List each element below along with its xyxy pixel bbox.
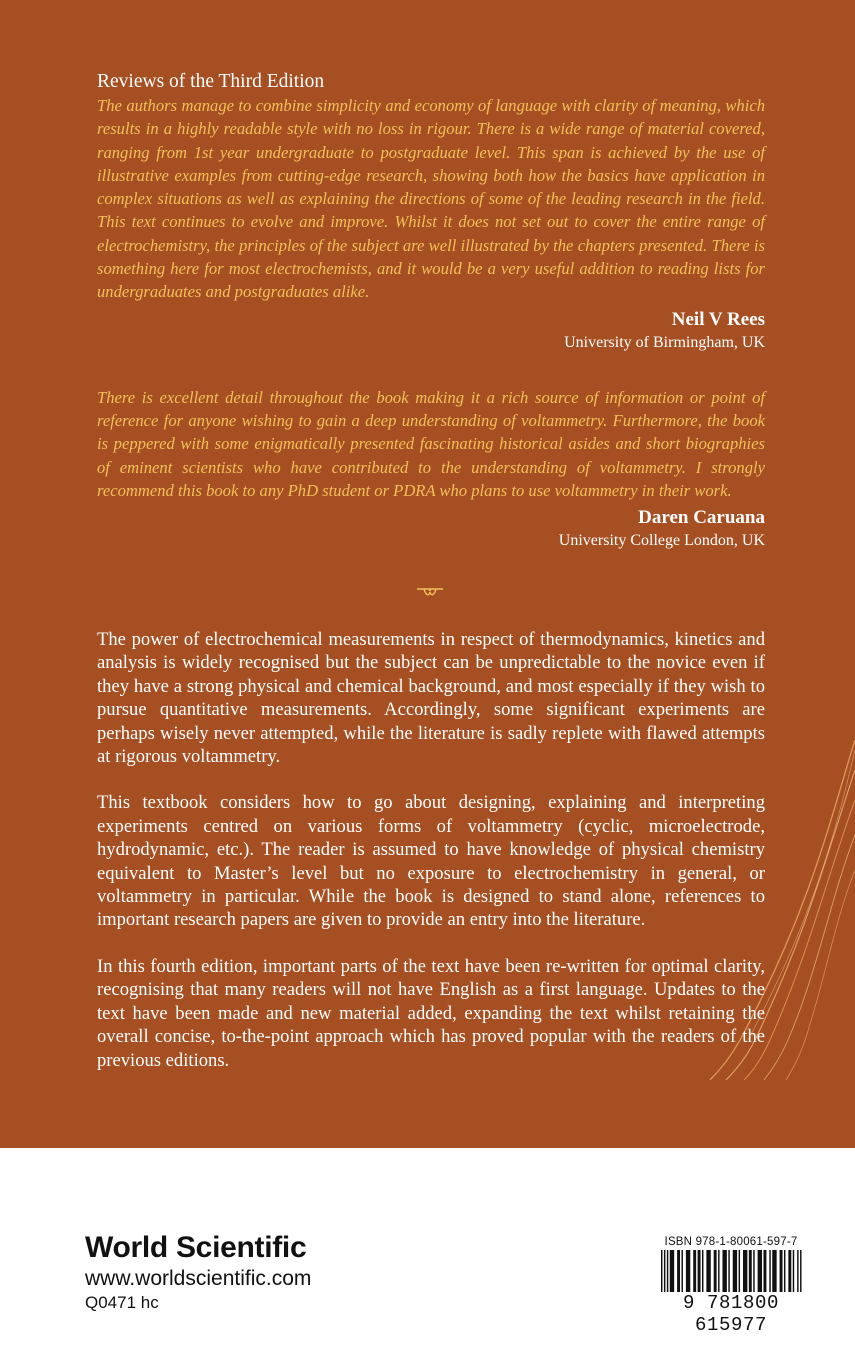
review-quote: There is excellent detail throughout the book making it a rich source of information or point of reference for anyone wishing to gain a deep understanding of voltammetry. Furthermore, the book is peppered with some enigmatically presented fascinating historical asides and short biographies of eminent scientists who have contributed to the understanding of voltammetry. I strongly recommend this book to any PhD student or PDRA who plans to use voltammetry in their work. [97,387,765,500]
description-paragraph: The power of electrochemical measurements in respect of thermodynamics, kinetics and analysis is widely recognised but the subject can be unpredictable to the novice even if they have a strong physical and chemical background, and most especially if they wish to pursue quantitative measurements. Accordingly, some significant experiments are perhaps wisely never attempted, while the literature is sadly replete with flawed attempts at rigorous voltammetry. [97,629,765,768]
reviewer-name: Daren Caruana [638,507,765,529]
product-code: Q0471 hc [85,1293,159,1312]
description-paragraph: This textbook considers how to go about designing, explaining and interpreting experiments centred on various forms of voltammetry (cyclic, microelectrode, hydrodynamic, etc.). The reader is assumed to have knowledge of physical chemistry equivalent to Master’s level but no exposure to electrochemistry in general, or voltammetry in particular. While the book is designed to stand alone, references to important research papers are given to provide an entry into the literature. [97,792,765,931]
publisher-name: World Scientific [85,1231,307,1264]
description-paragraph: In this fourth edition, important parts of the text have been re-written for optimal clarity, recognising that many readers will not have English as a first language. Updates to the text have been made and new material added, expanding the text whilst retaining the overall concise, to-the-point approach which has proved popular with the readers of the previous editions. [97,955,765,1071]
barcode-digits: 9 781800 615977 [651,1292,811,1336]
book-description [97,628,765,1095]
publisher-block [85,1230,311,1314]
reviews-section [97,70,765,552]
reviewer-affiliation: University College London, UK [558,532,765,550]
publisher-url: www.worldscientific.com [85,1267,312,1290]
ornament-icon [415,586,445,598]
reviewer-affiliation: University of Birmingham, UK [564,333,765,351]
reviewer-name: Neil V Rees [671,308,765,330]
isbn-barcode [651,1236,811,1336]
isbn-label: ISBN 978-1-80061-597-7 [664,1236,798,1248]
review-quote: The authors manage to combine simplicity and economy of language with clarity of meaning, which results in a highly readable style with no loss in rigour. There is a wide range of material covered, ranging from 1st year undergraduate to postgraduate level. This span is achieved by the use of illustrative examples from cutting-edge research, showing both how the basics have application in complex situations as well as explaining the directions of some of the leading research in the field. This text continues to evolve and improve. Whilst it does not set out to cover the entire range of electrochemistry, the principles of the subject are well illustrated by the chapters presented. There is something here for most electrochemists, and it would be a very useful addition to reading lists for undergraduates and postgraduates alike. [97,96,765,302]
reviews-heading: Reviews of the Third Edition [97,71,325,92]
